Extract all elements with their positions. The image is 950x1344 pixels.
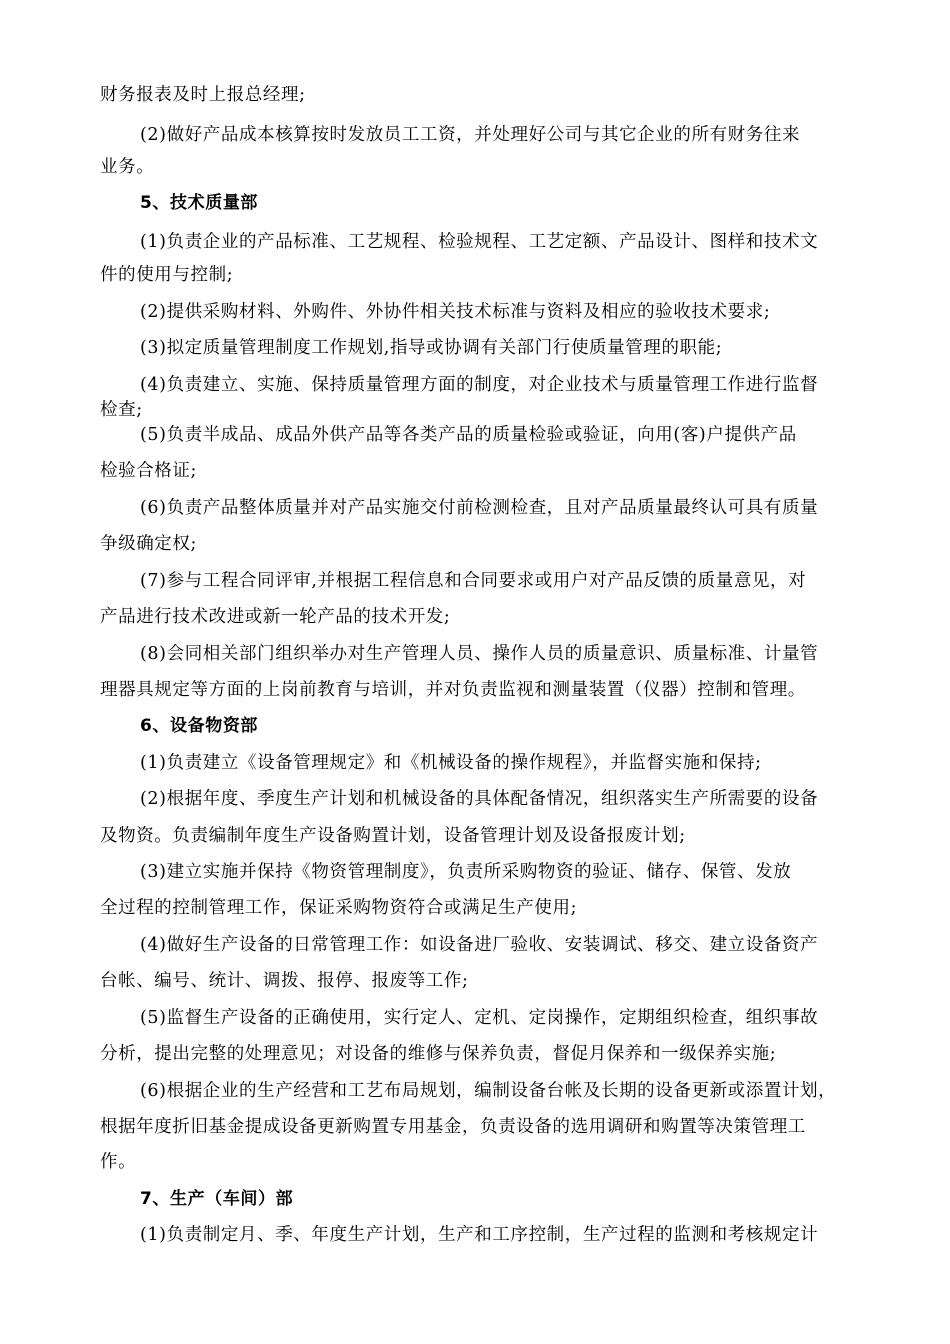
section-heading: 5、技术质量部 [140, 193, 259, 213]
text-line: 根据年度折旧基金提成设备更新购置专用基金，负责设备的选用调研和购置等决策管理工 [100, 1117, 806, 1137]
text-line: (5)监督生产设备的正确使用，实行定人、定机、定岗操作，定期组织检查，组织事故 [140, 1008, 819, 1028]
text-line: 争级确定权; [100, 534, 197, 554]
text-line: 全过程的控制管理工作，保证采购物资符合或满足生产使用; [100, 898, 578, 918]
text-line: 产品进行技术改进或新一轮产品的技术开发; [100, 607, 451, 627]
text-line: (2)提供采购材料、外购件、外协件相关技术标准与资料及相应的验收技术要求; [140, 302, 771, 322]
text-line: (2)根据年度、季度生产计划和机械设备的具体配备情况，组织落实生产所需要的设备 [140, 789, 819, 809]
section-heading: 6、设备物资部 [140, 716, 259, 736]
text-line: (5)负责半成品、成品外供产品等各类产品的质量检验或验证，向用(客)户提供产品 [140, 425, 797, 445]
text-line: 财务报表及时上报总经理; [100, 85, 306, 105]
text-line: (8)会同相关部门组织举办对生产管理人员、操作人员的质量意识、质量标准、计量管 [140, 644, 819, 664]
text-line: 业务。 [100, 157, 155, 177]
text-line: 件的使用与控制; [100, 265, 234, 285]
text-line: (7)参与工程合同评审,并根据工程信息和合同要求或用户对产品反馈的质量意见，对 [140, 571, 807, 591]
text-line: (4)负责建立、实施、保持质量管理方面的制度，对企业技术与质量管理工作进行监督 [140, 375, 819, 395]
text-line: (3)拟定质量管理制度工作规划,指导或协调有关部门行使质量管理的职能; [140, 338, 723, 358]
text-line: (2)做好产品成本核算按时发放员工工资，并处理好公司与其它企业的所有财务往来 [140, 125, 801, 145]
text-line: 台帐、编号、统计、调拨、报停、报废等工作; [100, 971, 469, 991]
text-line: 理器具规定等方面的上岗前教育与培训，并对负责监视和测量装置（仪器）控制和管理。 [100, 680, 806, 700]
text-line: 作。 [100, 1152, 137, 1172]
text-line: 检查; [100, 400, 143, 420]
text-line: (6)负责产品整体质量并对产品实施交付前检测检查，且对产品质量最终认可具有质量 [140, 498, 819, 518]
text-line: (1)负责建立《设备管理规定》和《机械设备的操作规程》，并监督实施和保持; [140, 753, 762, 773]
text-line: 分析，提出完整的处理意见；对设备的维修与保养负责，督促月保养和一级保养实施; [100, 1044, 777, 1064]
text-line: 检验合格证; [100, 461, 197, 481]
text-line: (3)建立实施并保持《物资管理制度》，负责所采购物资的验证、储存、保管、发放 [140, 862, 792, 882]
text-line: 及物资。负责编制年度生产设备购置计划，设备管理计划及设备报废计划; [100, 826, 686, 846]
text-line: (1)负责企业的产品标准、工艺规程、检验规程、工艺定额、产品设计、图样和技术文 [140, 232, 819, 252]
text-line: (4)做好生产设备的日常管理工作：如设备进厂验收、安装调试、移交、建立设备资产 [140, 935, 819, 955]
text-line: (1)负责制定月、季、年度生产计划，生产和工序控制，生产过程的监测和考核规定计 [140, 1225, 819, 1245]
section-heading: 7、生产（车间）部 [140, 1189, 294, 1209]
text-line: (6)根据企业的生产经营和工艺布局规划，编制设备台帐及长期的设备更新或添置计划， [140, 1081, 837, 1101]
